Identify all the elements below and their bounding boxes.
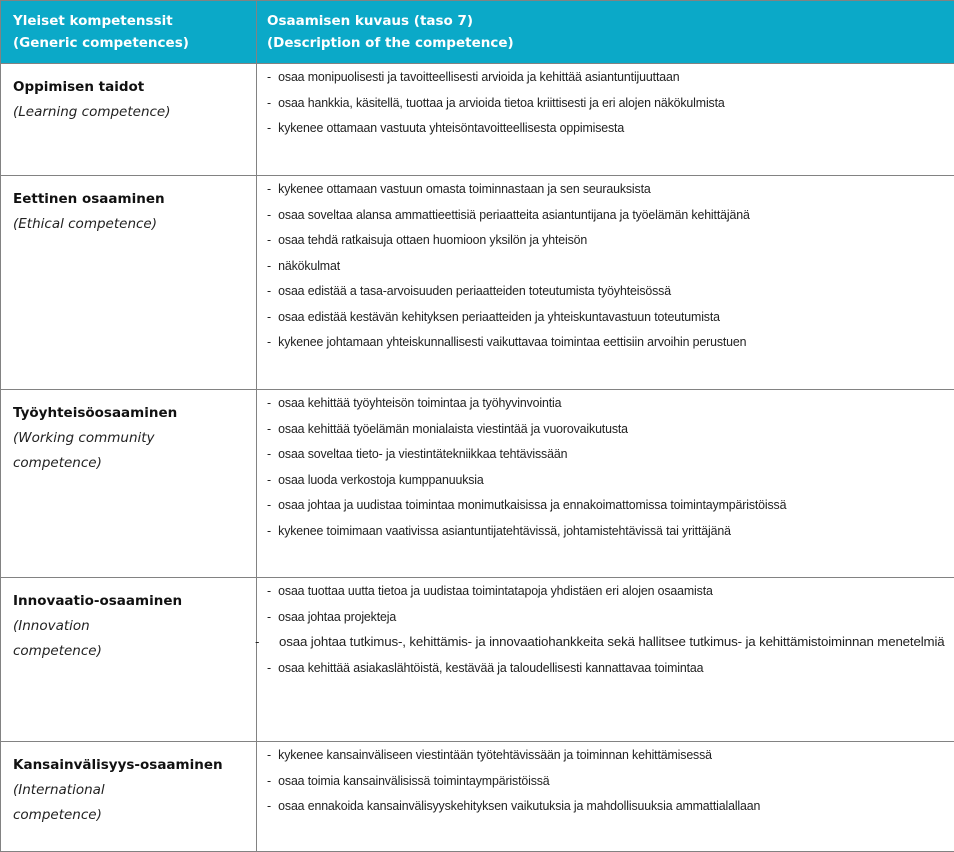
item-text: osaa soveltaa alansa ammattieettisiä periaatteita asiantuntijana ja työelämän kehittäjänä: [278, 207, 750, 222]
item-text: osaa kehittää asiakaslähtöistä, kestävää ja taloudellisesti kannattavaa toimintaa: [278, 660, 703, 675]
list-item: [267, 304, 898, 330]
list-item: [267, 64, 898, 90]
bullet-dash: -: [267, 629, 279, 655]
list-item: [267, 604, 898, 630]
bullet-dash: -: [267, 518, 278, 544]
competence-english: (Innovation: [13, 614, 244, 639]
description-list: [267, 176, 946, 355]
bullet-dash: -: [267, 202, 278, 228]
bullet-dash: -: [267, 64, 278, 90]
bullet-dash: -: [267, 655, 278, 681]
competence-cell: [1, 742, 257, 852]
description-list: [267, 64, 946, 141]
list-item: [267, 655, 898, 681]
competence-cell: [1, 176, 257, 390]
bullet-dash: -: [267, 578, 278, 604]
bullet-dash: -: [267, 492, 278, 518]
bullet-dash: -: [267, 278, 278, 304]
list-item: [267, 578, 898, 604]
table-row-ethical: [1, 176, 954, 390]
description-cell: [257, 390, 954, 578]
list-item: [267, 441, 898, 467]
competence-english: (Working community: [13, 426, 244, 451]
competence-english: competence): [13, 451, 244, 476]
item-text: osaa kehittää työelämän monialaista viestintää ja vuorovaikutusta: [278, 421, 628, 436]
item-text: osaa edistää kestävän kehityksen periaatteiden ja yhteiskuntavastuun toteutumista: [278, 309, 720, 324]
item-text: kykenee ottamaan vastuun omasta toiminnastaan ja sen seurauksista: [278, 181, 650, 196]
bullet-dash: -: [267, 768, 278, 794]
item-text: osaa ennakoida kansainvälisyyskehityksen vaikutuksia ja mahdollisuuksia ammattialallaan: [278, 798, 760, 813]
bullet-dash: -: [267, 329, 278, 355]
header-col2-en: (Description of the competence): [267, 32, 942, 54]
competence-english: (International: [13, 778, 244, 803]
competence-cell: [1, 64, 257, 176]
table-row-innovation: [1, 578, 954, 742]
item-text: osaa edistää a tasa-arvoisuuden periaatteiden toteutumista työyhteisössä: [278, 283, 671, 298]
competence-cell: [1, 390, 257, 578]
item-text: osaa hankkia, käsitellä, tuottaa ja arvioida tietoa kriittisesti ja eri alojen näkökulmista: [278, 95, 724, 110]
header-col1-fi: Yleiset kompetenssit: [13, 10, 244, 32]
bullet-dash: -: [267, 304, 278, 330]
description-cell: [257, 742, 954, 852]
header-generic-competences: [1, 1, 257, 64]
competence-name: Oppimisen taidot: [13, 74, 244, 100]
description-cell: [257, 64, 954, 176]
item-text: näkökulmat: [278, 258, 340, 273]
bullet-dash: -: [267, 467, 278, 493]
item-text: kykenee kansainväliseen viestintään työtehtävissään ja toiminnan kehittämisessä: [278, 747, 712, 762]
competence-name: Kansainvälisyys-osaaminen: [13, 752, 244, 778]
item-text: osaa monipuolisesti ja tavoitteellisesti arvioida ja kehittää asiantuntijuuttaan: [278, 69, 679, 84]
table-row-international: [1, 742, 954, 852]
competence-name: Työyhteisöosaaminen: [13, 400, 244, 426]
description-cell: [257, 578, 954, 742]
bullet-dash: -: [267, 604, 278, 630]
item-text: kykenee toimimaan vaativissa asiantuntijatehtävissä, johtamistehtävissä tai yrittäjänä: [278, 523, 731, 538]
list-item: [267, 90, 898, 116]
list-item: [267, 742, 898, 768]
header-description: [257, 1, 954, 64]
item-text: osaa johtaa ja uudistaa toimintaa monimutkaisissa ja ennakoimattomissa toimintaympäristöissä: [278, 497, 786, 512]
description-list: [267, 390, 946, 543]
item-text: osaa toimia kansainvälisissä toimintaympäristöissä: [278, 773, 549, 788]
bullet-dash: -: [267, 253, 278, 279]
item-text: osaa luoda verkostoja kumppanuuksia: [278, 472, 483, 487]
description-cell: [257, 176, 954, 390]
bullet-dash: -: [267, 742, 278, 768]
competence-name: Innovaatio-osaaminen: [13, 588, 244, 614]
list-item: [267, 176, 898, 202]
bullet-dash: -: [267, 90, 278, 116]
bullet-dash: -: [267, 390, 278, 416]
list-item: [267, 115, 898, 141]
list-item: [267, 518, 898, 544]
header-col1-en: (Generic competences): [13, 32, 244, 54]
list-item: [267, 416, 898, 442]
item-text: osaa johtaa tutkimus-, kehittämis- ja innovaatiohankkeita sekä hallitsee tutkimus- ja kehittämistoiminnan menetelmiä: [279, 634, 945, 649]
list-item: [267, 202, 898, 228]
list-item: [267, 227, 898, 253]
table-header-row: [1, 1, 954, 64]
item-text: osaa kehittää työyhteisön toimintaa ja työhyvinvointia: [278, 395, 561, 410]
list-item: [267, 629, 946, 655]
list-item: [267, 492, 898, 518]
bullet-dash: -: [267, 441, 278, 467]
table-row-learning: [1, 64, 954, 176]
list-item: [267, 768, 898, 794]
bullet-dash: -: [267, 115, 278, 141]
table-row-working-community: [1, 390, 954, 578]
competence-english: (Ethical competence): [13, 212, 244, 237]
list-item: [267, 467, 898, 493]
list-item: [267, 253, 898, 279]
list-item: [267, 390, 898, 416]
competence-english: competence): [13, 803, 244, 828]
item-text: osaa johtaa projekteja: [278, 609, 396, 624]
competence-name: Eettinen osaaminen: [13, 186, 244, 212]
header-col2-fi: Osaamisen kuvaus (taso 7): [267, 10, 942, 32]
description-list: [267, 742, 946, 819]
item-text: osaa tehdä ratkaisuja ottaen huomioon yksilön ja yhteisön: [278, 232, 587, 247]
competence-english: (Learning competence): [13, 100, 244, 125]
item-text: osaa soveltaa tieto- ja viestintätekniikkaa tehtävissään: [278, 446, 567, 461]
competence-cell: [1, 578, 257, 742]
bullet-dash: -: [267, 793, 278, 819]
list-item: [267, 329, 898, 355]
item-text: kykenee ottamaan vastuuta yhteisöntavoitteellisesta oppimisesta: [278, 120, 624, 135]
list-item: [267, 278, 898, 304]
item-text: kykenee johtamaan yhteiskunnallisesti vaikuttavaa toimintaa eettisiin arvoihin perustuen: [278, 334, 746, 349]
bullet-dash: -: [267, 416, 278, 442]
bullet-dash: -: [267, 176, 278, 202]
bullet-dash: -: [267, 227, 278, 253]
item-text: osaa tuottaa uutta tietoa ja uudistaa toimintatapoja yhdistäen eri alojen osaamista: [278, 583, 713, 598]
description-list: [267, 578, 946, 680]
competence-english: competence): [13, 639, 244, 664]
list-item: [267, 793, 898, 819]
